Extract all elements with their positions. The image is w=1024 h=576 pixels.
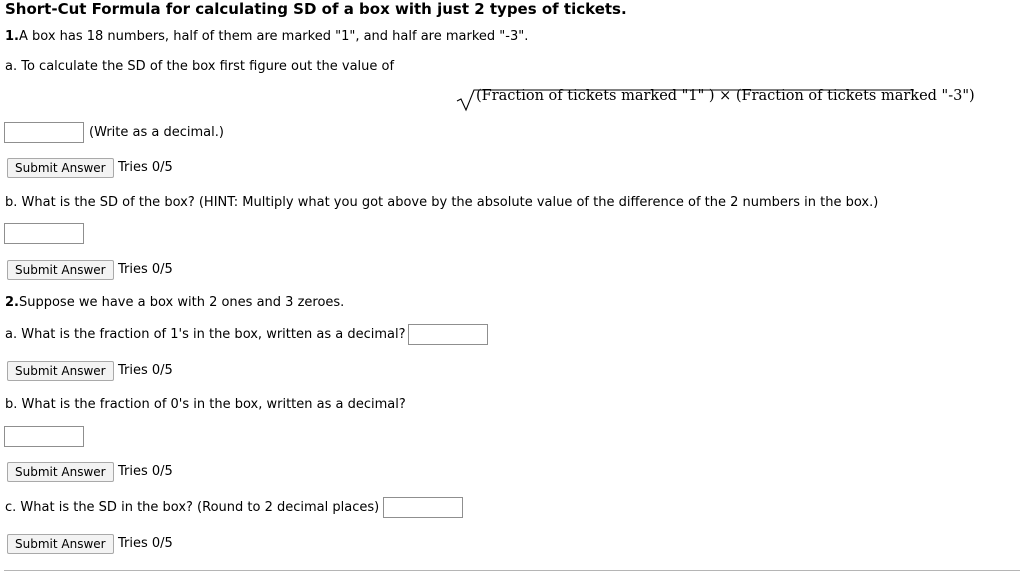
q2b-answer-input[interactable] bbox=[4, 426, 84, 447]
q1a-submit-button[interactable]: Submit Answer bbox=[7, 158, 114, 178]
question-1-statement bbox=[5, 29, 528, 44]
q2b-prompt: b. What is the fraction of 0's in the box, written as a decimal? bbox=[5, 397, 406, 412]
formula-text: (Fraction of tickets marked "1" ) × (Fraction of tickets marked "-3") bbox=[476, 88, 975, 104]
q1a-answer-input[interactable] bbox=[4, 122, 84, 143]
q1a-tries: Tries 0/5 bbox=[118, 160, 173, 175]
q2a-prompt: a. What is the fraction of 1's in the box, written as a decimal? bbox=[5, 327, 406, 342]
q1b-prompt: b. What is the SD of the box? (HINT: Multiply what you got above by the absolute value of the difference of the 2 numbers in the box.) bbox=[5, 195, 879, 210]
q2c-submit-button[interactable]: Submit Answer bbox=[7, 534, 114, 554]
bottom-divider bbox=[4, 570, 1020, 571]
q2b-submit-button[interactable]: Submit Answer bbox=[7, 462, 114, 482]
page-title: Short-Cut Formula for calculating SD of a box with just 2 types of tickets. bbox=[5, 0, 627, 18]
q2c-prompt: c. What is the SD in the box? (Round to 2 decimal places) bbox=[5, 500, 380, 515]
q1a-prompt: a. To calculate the SD of the box first figure out the value of bbox=[5, 59, 395, 74]
question-2-number: 2. bbox=[5, 295, 19, 310]
question-1-text: A box has 18 numbers, half of them are marked "1", and half are marked "-3". bbox=[18, 29, 529, 44]
q2c-tries: Tries 0/5 bbox=[118, 536, 173, 551]
q2a-tries: Tries 0/5 bbox=[118, 363, 173, 378]
q1a-hint: (Write as a decimal.) bbox=[89, 125, 224, 140]
question-2-statement bbox=[5, 295, 344, 310]
q2c-answer-input[interactable] bbox=[383, 497, 463, 518]
q2a-answer-input[interactable] bbox=[408, 324, 488, 345]
question-1-number: 1. bbox=[5, 29, 19, 44]
q1b-tries: Tries 0/5 bbox=[118, 262, 173, 277]
question-2-text: Suppose we have a box with 2 ones and 3 zeroes. bbox=[18, 295, 345, 310]
q2a-submit-button[interactable]: Submit Answer bbox=[7, 361, 114, 381]
q2b-tries: Tries 0/5 bbox=[118, 464, 173, 479]
q1b-answer-input[interactable] bbox=[4, 223, 84, 244]
q1b-submit-button[interactable]: Submit Answer bbox=[7, 260, 114, 280]
